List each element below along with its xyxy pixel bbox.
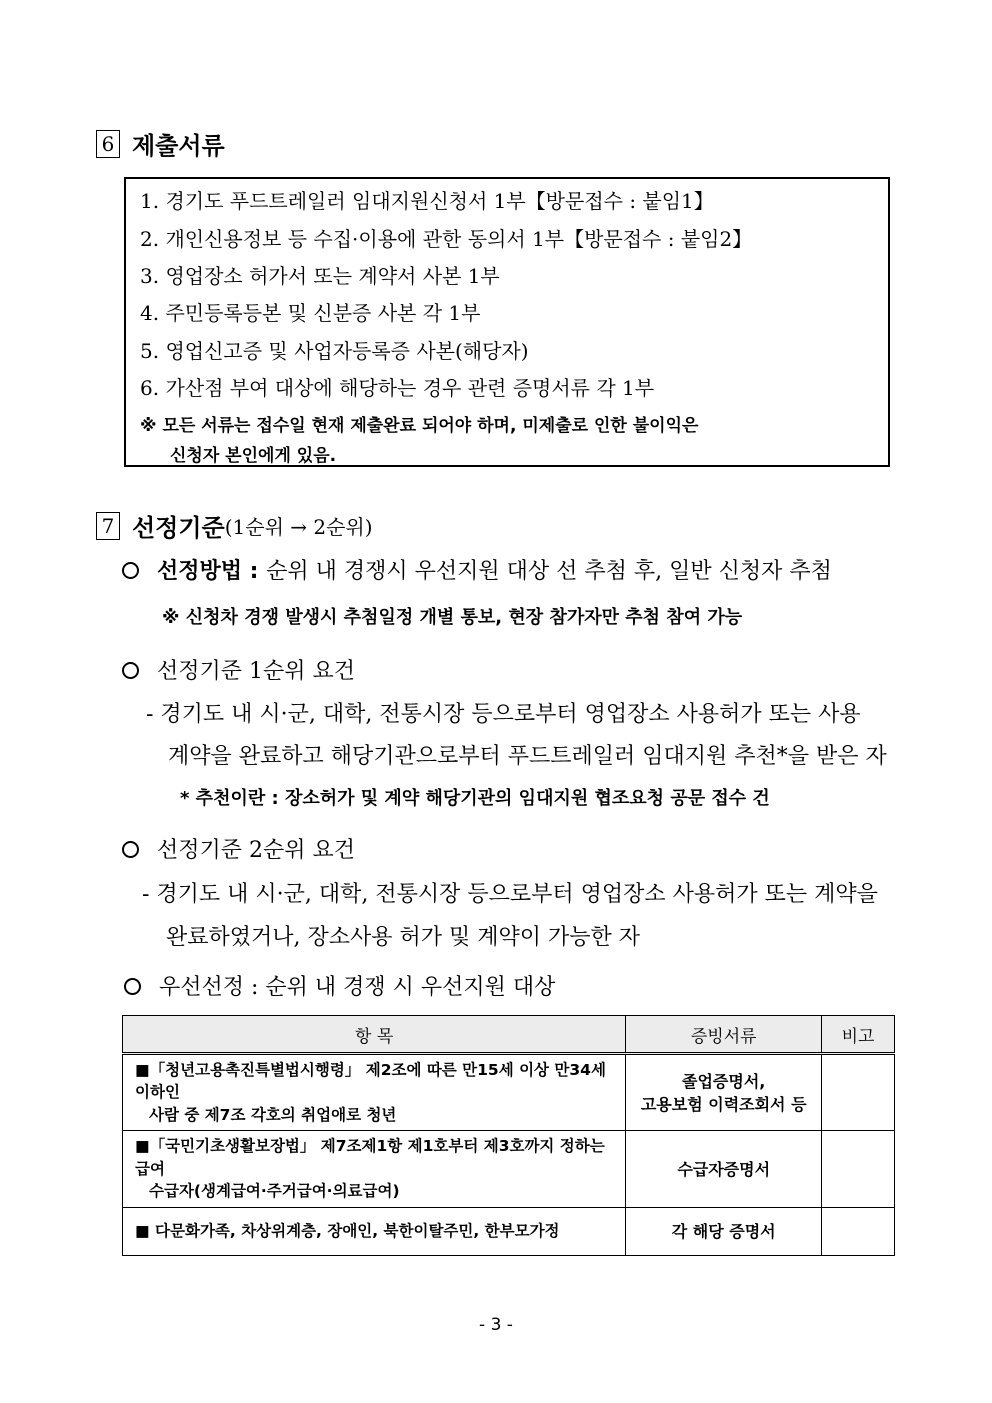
item-text: ■「국민기초생활보장법」 제7조제1항 제1호부터 제3호까지 정하는 급여 (135, 1137, 605, 1178)
documents-note-cont: 신청자 본인에게 있음. (170, 446, 337, 466)
document-item: 5. 영업신고증 및 사업자등록증 사본(해당자) (140, 339, 529, 363)
rank1-note: * 추천이란 : 장소허가 및 계약 해당기관의 임대지원 협조요청 공문 접수 건 (180, 788, 770, 809)
header-remark: 비고 (822, 1016, 895, 1054)
rank2-line-cont: 완료하였거나, 장소사용 허가 및 계약이 가능한 자 (166, 925, 640, 950)
item-text-cont: 사람 중 제7조 각호의 취업애로 청년 (149, 1105, 397, 1124)
priority-table (122, 1015, 895, 1256)
proof-text: 수급자증명서 (677, 1159, 771, 1179)
item-cell (123, 1131, 626, 1207)
table-row (123, 1207, 895, 1255)
documents-note: ※ 모든 서류는 접수일 현재 제출완료 되어야 하며, 미제출로 인한 불이익은 (140, 416, 699, 436)
table-row (123, 1131, 895, 1207)
proof-text-cont: 고용보험 이력조회서 등 (640, 1094, 807, 1114)
document-item: 1. 경기도 푸드트레일러 임대지원신청서 1부【방문접수 : 붙임1】 (140, 189, 714, 213)
circle-bullet-icon (124, 978, 141, 995)
document-item: 2. 개인신용정보 등 수집·이용에 관한 동의서 1부【방문접수 : 붙임2】 (140, 227, 753, 251)
document-item: 4. 주민등록등본 및 신분증 사본 각 1부 (140, 301, 481, 325)
proof-cell (626, 1131, 822, 1207)
circle-bullet-icon (122, 662, 139, 679)
item-cell (123, 1207, 626, 1255)
rank1-line-cont: 계약을 완료하고 해당기관으로부터 푸드트레일러 임대지원 추천*을 받은 자 (168, 744, 887, 769)
item-cell (123, 1054, 626, 1131)
remark-cell (822, 1054, 895, 1131)
circle-bullet-icon (122, 562, 139, 579)
priority-heading (124, 970, 555, 1001)
table-header-row (123, 1016, 895, 1054)
proof-text: 졸업증명서, (682, 1071, 766, 1091)
table-row (123, 1054, 895, 1131)
circle-bullet-icon (122, 841, 139, 858)
section-title: 제출서류 (132, 132, 225, 160)
rank1-label: 선정기준 1순위 요건 (157, 659, 355, 684)
section-title: 선정기준 (132, 514, 225, 542)
header-item: 항 목 (123, 1016, 626, 1054)
priority-label: 우선선정 : 순위 내 경쟁 시 우선지원 대상 (159, 975, 556, 1000)
proof-cell (626, 1054, 822, 1131)
document-item: 6. 가산점 부여 대상에 해당하는 경우 관련 증명서류 각 1부 (140, 376, 655, 400)
item-text-cont: 수급자(생계급여·주거급여·의료급여) (149, 1182, 400, 1201)
section-number-box: 6 (96, 130, 120, 158)
section-6-heading (96, 126, 225, 161)
required-documents-box (124, 177, 890, 467)
rank1-line: - 경기도 내 시·군, 대학, 전통시장 등으로부터 영업장소 사용허가 또는 사용 (146, 702, 861, 727)
item-text: ■「청년고용촉진특별법시행령」 제2조에 따른 만15세 이상 만34세 이하인 (135, 1061, 606, 1102)
selection-method-label: 선정방법 : (157, 559, 259, 584)
page-number: - 3 - (479, 1315, 513, 1335)
rank2-heading (122, 833, 355, 864)
selection-method-note: ※ 신청차 경쟁 발생시 추첨일정 개별 통보, 현장 참가자만 추첨 참여 가능 (162, 607, 743, 628)
section-7-heading (96, 508, 373, 543)
item-text: ■ 다문화가족, 차상위계층, 장애인, 북한이탈주민, 한부모가정 (135, 1222, 560, 1241)
selection-method (122, 554, 832, 585)
selection-method-text: 순위 내 경쟁시 우선지원 대상 선 추첨 후, 일반 신청자 추첨 (266, 559, 832, 584)
proof-text: 각 해당 증명서 (671, 1221, 776, 1241)
section-number-box: 7 (96, 512, 120, 540)
section-subtitle: (1순위 → 2순위) (224, 515, 373, 539)
rank2-label: 선정기준 2순위 요건 (157, 838, 355, 863)
header-proof: 증빙서류 (626, 1016, 822, 1054)
rank2-line: - 경기도 내 시·군, 대학, 전통시장 등으로부터 영업장소 사용허가 또는 계약을 (142, 882, 878, 907)
remark-cell (822, 1207, 895, 1255)
document-item: 3. 영업장소 허가서 또는 계약서 사본 1부 (140, 264, 500, 288)
rank1-heading (122, 654, 355, 685)
remark-cell (822, 1131, 895, 1207)
proof-cell (626, 1207, 822, 1255)
